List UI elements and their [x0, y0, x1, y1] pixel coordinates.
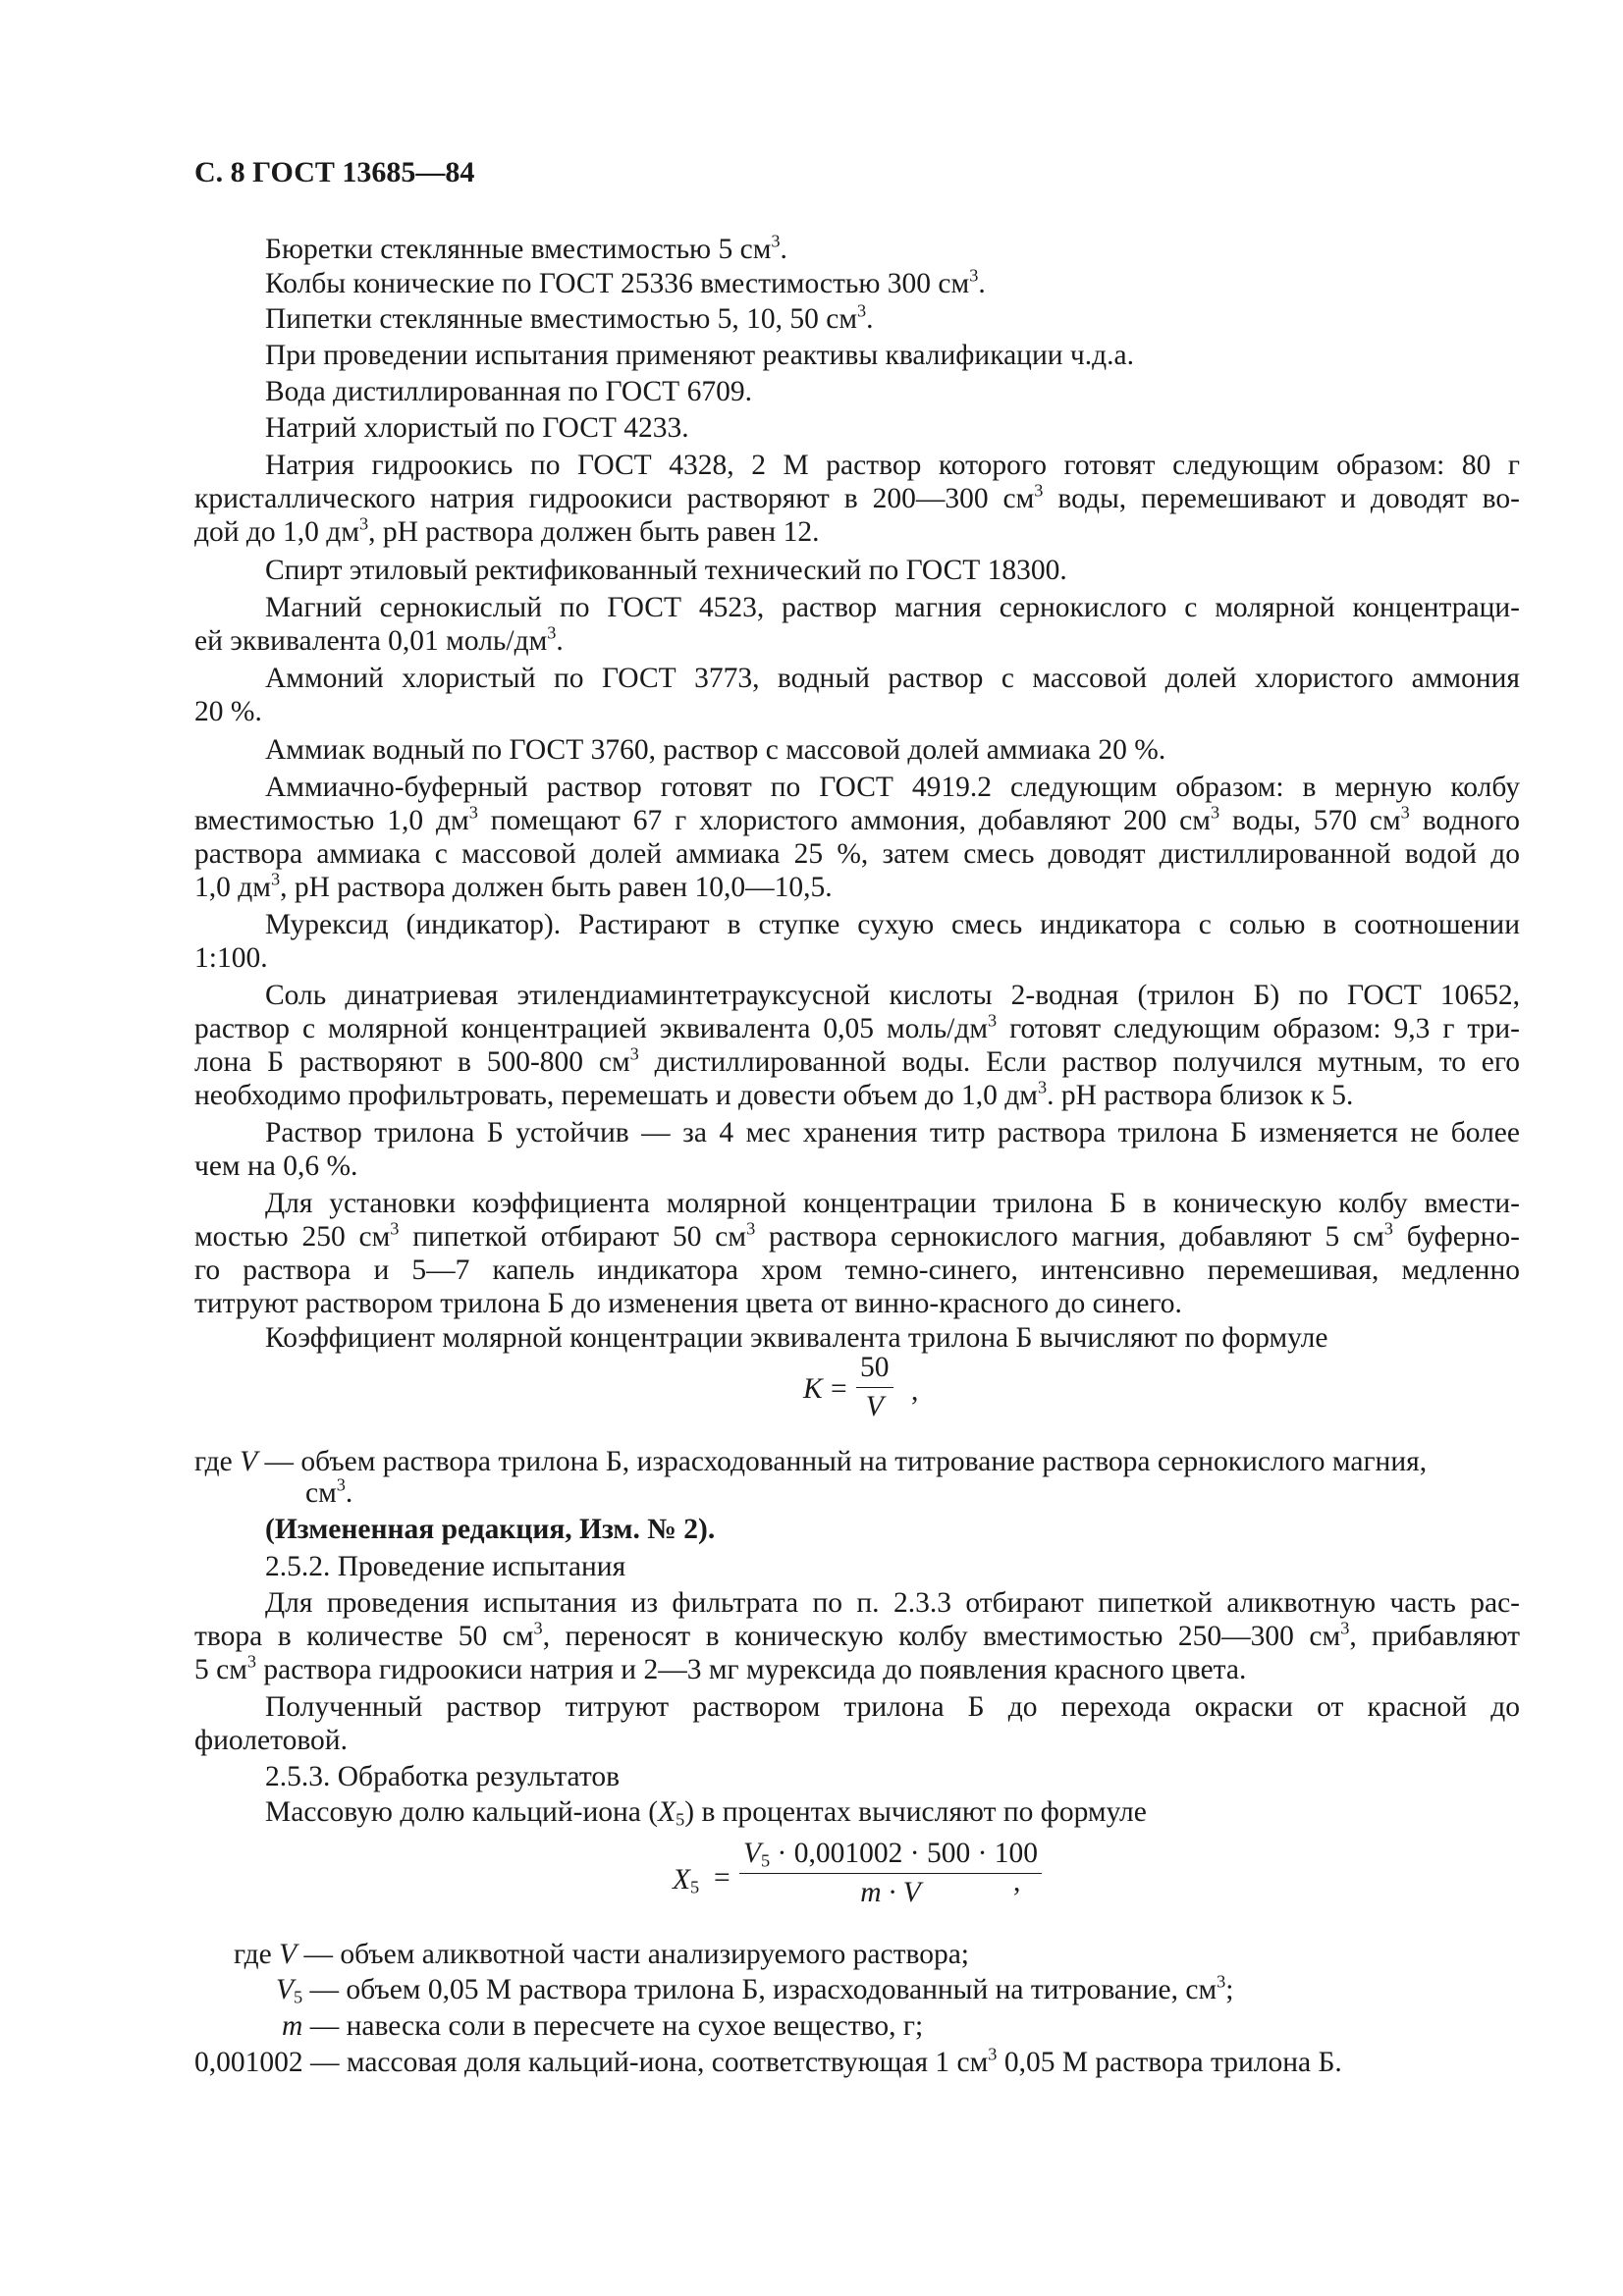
- superscript: 3: [1383, 1218, 1393, 1239]
- subscript: 5: [294, 1987, 303, 2007]
- mgso4-text: ей эквивалента 0,01 моль/дм: [194, 625, 548, 657]
- equip-line-1: Бюретки стеклянные вместимостью 5 $см^3$.: [265, 231, 787, 265]
- legend-text: — объем 0,05 М раствора трилона Б, израсходованный на титрование, см: [302, 1974, 1217, 2005]
- buffer-line-2: [194, 803, 1520, 839]
- legend-var: V: [279, 1939, 298, 1970]
- legend-text: ;: [1225, 1974, 1234, 2005]
- trilon-text: готовят следующим образом: 9,3 г три-: [997, 1013, 1520, 1044]
- ethanol-line: Спирт этиловый ректификованный технический по ГОСТ 18300.: [265, 555, 1067, 586]
- superscript: 3: [857, 300, 867, 321]
- titr-line-1: Полученный раствор титруют раствором трилона Б до перехода окраски от красной до: [265, 1691, 1520, 1723]
- coef-text: раствора сернокислого магния, добавляют 5 см: [755, 1221, 1384, 1253]
- buffer-line-4: [194, 870, 1520, 906]
- legend-text: 0,05 М раствора трилона Б.: [997, 2047, 1342, 2078]
- test-text: 5 см: [194, 1654, 247, 1685]
- superscript: 3: [1340, 1618, 1350, 1638]
- where1-text: — объем раствора трилона Б, израсходованный на титрование раствора сернокислого магния,: [257, 1446, 1428, 1477]
- superscript: 3: [629, 1043, 639, 1064]
- coef-text: буферно-: [1392, 1221, 1520, 1253]
- superscript: 3: [336, 1474, 346, 1495]
- superscript: 3: [358, 513, 369, 534]
- formula1-fraction: [856, 1352, 893, 1422]
- coef-line-2: [194, 1219, 1520, 1255]
- formula1-denominator: V: [865, 1391, 884, 1422]
- trilon-line-2: [194, 1011, 1520, 1047]
- where1-text: .: [345, 1477, 353, 1509]
- murexide-line-1: Мурексид (индикатор). Растирают в ступке сухую смесь индикатора с солью в соотношении: [265, 909, 1520, 940]
- buffer-text: , рН раствора должен быть равен 10,0—10,5.: [280, 872, 833, 903]
- test-line-1: Для проведения испытания из фильтрата по п. 2.3.3 отбирают пипеткой аликвотную часть рас-: [265, 1587, 1520, 1619]
- test-text: , прибавляют: [1349, 1621, 1520, 1652]
- naoh-line-3: [194, 514, 1520, 551]
- naoh-text: дой до 1,0 дм: [194, 516, 359, 548]
- test-text: раствора гидроокиси натрия и 2—3 мг мурексида до появления красного цвета.: [256, 1654, 1247, 1685]
- stable-line-1: Раствор трилона Б устойчив — за 4 мес хранения титр раствора трилона Б изменяется не более: [265, 1117, 1520, 1148]
- formula2-num-text: · 0,001002 · 500 · 100: [770, 1838, 1039, 1869]
- formula2-num-var: V: [743, 1838, 762, 1869]
- naoh-line-1: Натрия гидроокись по ГОСТ 4328, 2 М раствор которого готовят следующим образом: 80 г: [265, 450, 1520, 481]
- legend-text: 0,001002 — массовая доля кальций-иона, соответствующая 1 см: [194, 2047, 989, 2078]
- formula1-tail: ,: [911, 1375, 919, 1407]
- legend-var: V: [276, 1974, 295, 2005]
- trilon-text: раствор с молярной концентрацией эквивалента 0,05 моль/дм: [194, 1013, 989, 1044]
- naoh-text: кристаллического натрия гидроокиси растворяют в 200—300 см: [194, 483, 1035, 514]
- superscript: 3: [468, 802, 478, 823]
- superscript: 3: [1034, 480, 1044, 501]
- trilon-line-3: [194, 1044, 1520, 1081]
- trilon-text: необходимо профильтровать, перемешать и довести объем до 1,0 дм: [194, 1080, 1038, 1111]
- mass-intro-text: Массовую долю кальций-иона (: [265, 1796, 659, 1828]
- legend-v5: [276, 1972, 1520, 2008]
- where1-var: V: [240, 1446, 258, 1477]
- page-header: С. 8 ГОСТ 13685—84: [194, 156, 475, 188]
- naoh-text: воды, перемешивают и доводят во-: [1043, 483, 1520, 514]
- buffer-text: вместимостью 1,0 дм: [194, 805, 469, 836]
- buffer-text: помещают 67 г хлористого аммония, добавляют 200 см: [477, 805, 1211, 836]
- equip-text-2: Колбы конические по ГОСТ 25336 вместимостью 300 см: [265, 268, 970, 299]
- equip-line-2: Колбы конические по ГОСТ 25336 вместимостью 300 $см^3$.: [265, 265, 986, 299]
- test-line-2: [194, 1619, 1520, 1655]
- coef-text: пипеткой отбирают 50 см: [399, 1221, 747, 1253]
- superscript: 3: [270, 869, 281, 889]
- equip-text-3: Пипетки стеклянные вместимостью 5, 10, 50 см: [265, 303, 858, 335]
- coef-line-3: го раствора и 5—7 капель индикатора хром темно-синего, интенсивно перемешивая, медленно: [194, 1255, 1520, 1286]
- buffer-line-3: раствора аммиака с массовой долей аммиака 25 %, затем смесь доводят дистиллированной водой до: [194, 838, 1520, 870]
- legend-var: m: [282, 2010, 303, 2042]
- formula2-lhs-var: X: [673, 1864, 691, 1896]
- superscript: 3: [246, 1651, 257, 1672]
- test-text: , переносят в коническую колбу вместимостью 250—300 см: [542, 1621, 1341, 1652]
- formula2-fraction: [739, 1838, 1042, 1908]
- legend-constant: [194, 2045, 1520, 2081]
- superscript: 3: [988, 1010, 998, 1031]
- water-line: Вода дистиллированная по ГОСТ 6709.: [265, 376, 752, 407]
- nacl-line: Натрий хлористый по ГОСТ 4233.: [265, 412, 689, 444]
- trilon-text: дистиллированной воды. Если раствор получился мутным, то его: [638, 1046, 1520, 1078]
- section-2-5-2: 2.5.2. Проведение испытания: [265, 1551, 626, 1582]
- superscript: 3: [1217, 1971, 1226, 1992]
- formula2-numerator: [739, 1838, 1042, 1874]
- buffer-text: водного: [1409, 805, 1520, 836]
- amendment-note: (Измененная редакция, Изм. № 2).: [265, 1514, 716, 1545]
- formula2-lhs: [673, 1866, 699, 1896]
- section-2-5-3: 2.5.3. Обработка результатов: [265, 1761, 621, 1792]
- where1-text: см: [305, 1477, 337, 1509]
- trilon-text: лона Б растворяют в 500-800 см: [194, 1046, 630, 1078]
- titr-line-2: фиолетовой.: [194, 1725, 348, 1756]
- nh4cl-line-2: 20 %.: [194, 696, 262, 727]
- superscript: 3: [390, 1218, 400, 1239]
- legend-text: где: [234, 1939, 280, 1970]
- subscript: 5: [690, 1877, 700, 1897]
- buffer-text: воды, 570 см: [1219, 805, 1401, 836]
- trilon-line-1: Соль динатриевая этилендиаминтетрауксусной кислоты 2-водная (трилон Б) по ГОСТ 10652,: [265, 980, 1520, 1011]
- formula1-eq: =: [831, 1373, 847, 1405]
- formula2-eq: =: [714, 1862, 730, 1894]
- coef-text: мостью 250 см: [194, 1221, 391, 1253]
- mass-intro: [265, 1794, 1520, 1831]
- legend-text: — объем аликвотной части анализируемого раствора;: [297, 1939, 970, 1970]
- stable-line-2: чем на 0,6 %.: [194, 1150, 358, 1182]
- buffer-line-1: Аммиачно-буферный раствор готовят по ГОСТ 4919.2 следующим образом: в мерную колбу: [265, 772, 1520, 803]
- superscript: 3: [969, 265, 979, 286]
- ammonia-line: Аммиак водный по ГОСТ 3760, раствор с массовой долей аммиака 20 %.: [265, 734, 1166, 766]
- subscript: 5: [761, 1850, 771, 1871]
- legend-v: [234, 1937, 1520, 1973]
- mass-intro-text: ) в процентах вычисляют по формуле: [684, 1796, 1147, 1828]
- naoh-line-2: [194, 481, 1520, 517]
- superscript: 3: [988, 2044, 998, 2064]
- mass-intro-var: X: [658, 1796, 676, 1828]
- coef-line-1: Для установки коэффициента молярной концентрации трилона Б в коническую колбу вмести-: [265, 1188, 1520, 1219]
- superscript: 3: [1037, 1077, 1048, 1097]
- formula2-tail: ,: [1013, 1866, 1021, 1897]
- superscript: 3: [746, 1218, 756, 1239]
- where1-line-2: [305, 1475, 1520, 1512]
- mgso4-text: .: [556, 625, 564, 657]
- formula1-lhs: K: [803, 1373, 823, 1405]
- superscript: 3: [1400, 802, 1410, 823]
- legend-text: — навеска соли в пересчете на сухое вещество, г;: [302, 2010, 924, 2042]
- murexide-line-2: 1:100.: [194, 942, 268, 974]
- mgso4-line-2: [194, 623, 1520, 660]
- trilon-text: . рН раствора близок к 5.: [1047, 1080, 1354, 1111]
- formula1-numerator: 50: [856, 1352, 893, 1388]
- equip-line-3: Пипетки стеклянные вместимостью 5, 10, 50 $см^3$.: [265, 300, 874, 335]
- buffer-text: 1,0 дм: [194, 872, 271, 903]
- superscript: 3: [547, 622, 557, 643]
- test-text: твора в количестве 50 см: [194, 1621, 534, 1652]
- superscript: 3: [771, 231, 781, 251]
- test-line-3: [194, 1652, 1520, 1688]
- legend-m: [282, 2008, 1520, 2045]
- equip-text-1: Бюретки стеклянные вместимостью 5 см: [265, 234, 772, 265]
- coef-line-5: Коэффициент молярной концентрации эквивалента трилона Б вычисляют по формуле: [265, 1322, 1328, 1354]
- where1-text: где: [194, 1446, 241, 1477]
- superscript: 3: [1210, 802, 1220, 823]
- nh4cl-line-1: Аммоний хлористый по ГОСТ 3773, водный раствор с массовой долей хлористого аммония: [265, 663, 1520, 694]
- reagents-intro: При проведении испытания применяют реактивы квалификации ч.д.а.: [265, 340, 1134, 371]
- superscript: 3: [533, 1618, 543, 1638]
- coef-line-4: титруют раствором трилона Б до изменения цвета от винно-красного до синего.: [194, 1288, 1182, 1319]
- trilon-line-4: [194, 1078, 1520, 1114]
- naoh-text: , рН раствора должен быть равен 12.: [368, 516, 820, 548]
- subscript: 5: [676, 1809, 685, 1830]
- mgso4-line-1: Магний сернокислый по ГОСТ 4523, раствор магния сернокислого с молярной концентраци-: [265, 592, 1520, 623]
- formula2-denominator: m · V: [860, 1877, 921, 1908]
